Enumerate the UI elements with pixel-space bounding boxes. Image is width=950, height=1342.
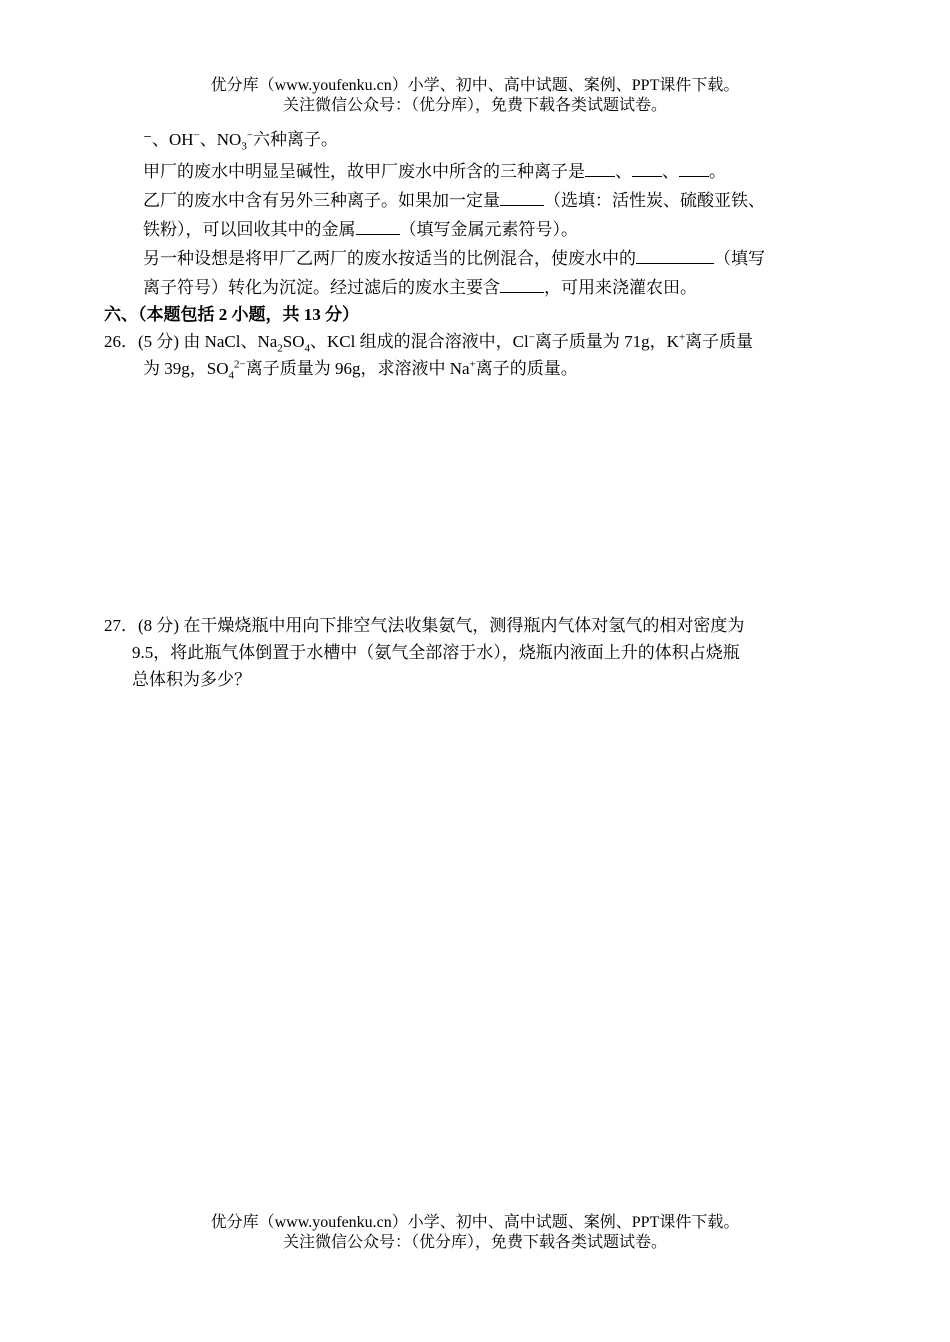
jia-sep-1: 、 <box>615 162 632 181</box>
answer-blank-ion-1[interactable] <box>585 158 615 177</box>
page-footer-line-2: 关注微信公众号：（优分库），免费下载各类试题试卷。 <box>282 1234 667 1251</box>
jia-end: 。 <box>709 162 726 181</box>
question-27-score: (8 分) <box>138 616 180 635</box>
q26-l2-text-c: 离子的质量。 <box>475 359 578 378</box>
section-title: 六、（本题包括 2 小题，共 13 分） <box>104 305 359 324</box>
yi-factory-line-2 <box>143 216 578 242</box>
question-27-line-2: 9.5，将此瓶气体倒置于水槽中（氨气全部溶于水），烧瓶内液面上升的体积占烧瓶 <box>132 643 740 662</box>
ions-text-c: 六种离子。 <box>253 130 339 149</box>
q26-sub-1: 2 <box>277 342 283 355</box>
q26-text-a: 由 NaCl、Na <box>179 332 278 351</box>
q26-l2-sub: 4 <box>228 369 234 382</box>
q26-l2-text-a: 为 39g，SO <box>143 359 229 378</box>
mix-rest-2: ，可用来浇灌农田。 <box>544 278 697 297</box>
yi-rest-1: （选填：活性炭、硫酸亚铁、 <box>544 191 765 210</box>
question-26-line-2 <box>143 357 578 381</box>
page-header-line-1: 优分库（www.youfenku.cn）小学、初中、高中试题、案例、PPT课件下载。 <box>210 77 740 94</box>
q26-sub-2: 4 <box>304 342 311 355</box>
mix-text-2: 离子符号）转化为沉淀。经过滤后的废水主要含 <box>143 278 500 297</box>
page-footer-line-1: 优分库（www.youfenku.cn）小学、初中、高中试题、案例、PPT课件下载。 <box>210 1214 740 1231</box>
yi-text-1: 乙厂的废水中含有另外三种离子。如果加一定量 <box>143 191 500 210</box>
answer-blank-reagent[interactable] <box>500 187 544 206</box>
jia-factory-line <box>143 158 726 184</box>
mix-rest-1: （填写 <box>714 249 765 268</box>
q26-sup-2: + <box>678 331 686 344</box>
question-27-line-1 <box>104 614 744 638</box>
question-26-number: 26． <box>104 332 138 351</box>
question-27-line-3: 总体积为多少？ <box>132 670 251 689</box>
q26-text-e: 离子质量 <box>685 332 754 351</box>
q26-text-d: 离子质量为 71g，K <box>534 332 679 351</box>
ions-text-a: ⁻、OH <box>143 130 194 149</box>
ions-text-b: 、NO <box>199 130 242 149</box>
answer-blank-remaining[interactable] <box>500 274 544 293</box>
jia-text: 甲厂的废水中明显呈碱性，故甲厂废水中所含的三种离子是 <box>143 162 585 181</box>
answer-blank-metal[interactable] <box>356 216 400 235</box>
yi-rest-2: （填写金属元素符号）。 <box>399 220 578 239</box>
question-26-answer-area[interactable] <box>143 390 848 600</box>
yi-factory-line-1 <box>143 187 765 213</box>
q26-text-b: SO <box>282 332 305 351</box>
q26-l2-text-b: 离子质量为 96g，求溶液中 Na <box>245 359 470 378</box>
mix-text-1: 另一种设想是将甲厂乙两厂的废水按适当的比例混合，使废水中的 <box>143 249 636 268</box>
page-header-line-2: 关注微信公众号：（优分库），免费下载各类试题试卷。 <box>282 97 667 114</box>
ions-line <box>143 128 338 152</box>
question-27-text-1: 在干燥烧瓶中用向下排空气法收集氨气，测得瓶内气体对氢气的相对密度为 <box>179 616 745 635</box>
mix-line-2 <box>143 274 697 300</box>
q26-l2-sup-2: + <box>469 358 476 371</box>
question-26-line-1 <box>104 330 753 354</box>
jia-sep-2: 、 <box>662 162 679 181</box>
q26-text-c: 、KCl 组成的混合溶液中，Cl <box>310 332 529 351</box>
answer-blank-ion-3[interactable] <box>679 158 709 177</box>
answer-blank-precipitate-ions[interactable] <box>636 245 714 264</box>
ions-sub-b: 3 <box>241 140 247 153</box>
ions-sup-b: − <box>246 129 254 142</box>
ions-sup-a: − <box>193 129 200 142</box>
q26-l2-sup: 2− <box>233 358 246 371</box>
question-27-answer-area[interactable] <box>132 700 848 1190</box>
q26-sup-1: − <box>528 331 535 344</box>
mix-line-1 <box>143 245 765 271</box>
question-27-number: 27． <box>104 616 138 635</box>
question-26-score: (5 分) <box>138 332 180 351</box>
yi-text-2: 铁粉），可以回收其中的金属 <box>143 220 356 239</box>
answer-blank-ion-2[interactable] <box>632 158 662 177</box>
